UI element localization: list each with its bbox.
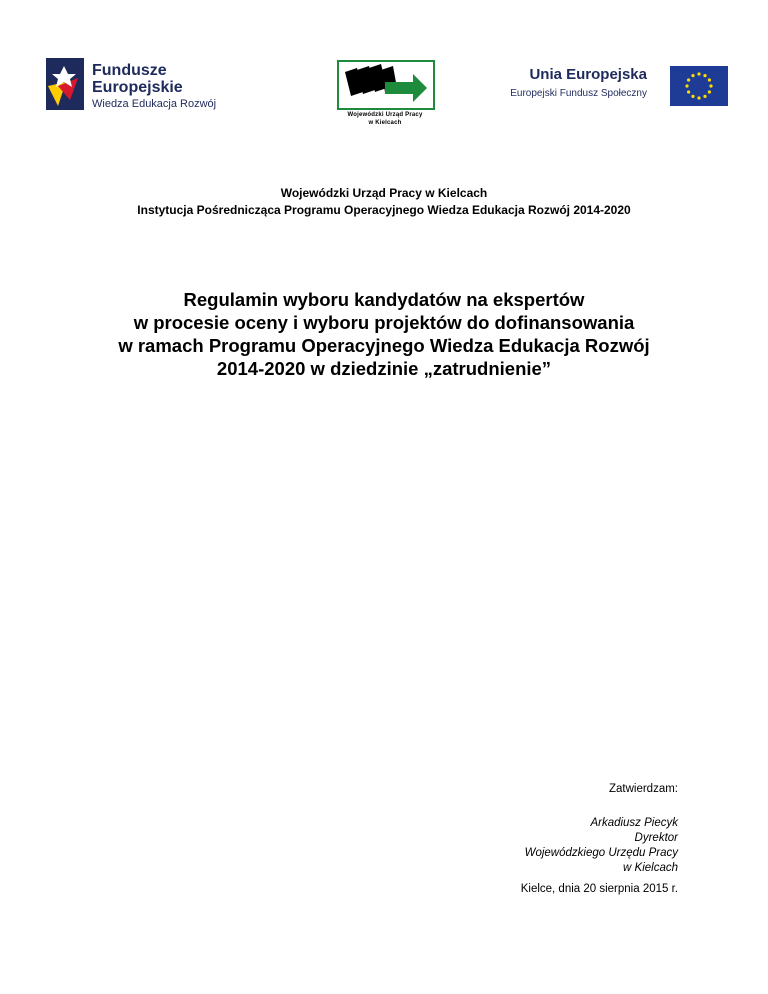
fundusze-europejskie-emblem bbox=[44, 56, 88, 112]
unia-europejska-logo bbox=[498, 62, 733, 110]
fe-logo-line3: Wiedza Edukacja Rozwój bbox=[92, 98, 217, 110]
wup-kielce-logo bbox=[337, 60, 437, 140]
title-line-2: w procesie oceny i wyboru projektów do dofinansowania bbox=[133, 312, 635, 333]
wup-logo-caption-1: Wojewódzki Urząd Pracy bbox=[347, 112, 423, 118]
fundusze-europejskie-logo bbox=[44, 56, 244, 112]
signatory-org-1: Wojewódzkiego Urzędu Pracy bbox=[524, 847, 678, 859]
eu-logo-line1: Unia Europejska bbox=[529, 66, 647, 83]
approval-label: Zatwierdzam: bbox=[608, 783, 678, 795]
title-line-4: 2014-2020 w dziedzinie „zatrudnienie” bbox=[216, 358, 552, 379]
signatory-org-2: w Kielcach bbox=[623, 862, 678, 874]
place-and-date: Kielce, dnia 20 sierpnia 2015 r. bbox=[520, 883, 678, 895]
signatory-role: Dyrektor bbox=[634, 832, 678, 844]
institution-header bbox=[0, 185, 768, 219]
signatory-name: Arkadiusz Piecyk bbox=[590, 817, 678, 829]
institution-name: Wojewódzki Urząd Pracy w Kielcach bbox=[280, 186, 488, 200]
wup-emblem-icon bbox=[339, 62, 433, 108]
institution-role: Instytucja Pośrednicząca Programu Operacyjnego Wiedza Edukacja Rozwój 2014-2020 bbox=[137, 203, 631, 217]
eu-flag-icon bbox=[670, 66, 728, 106]
signatory-block bbox=[525, 816, 678, 876]
document-title bbox=[0, 288, 768, 380]
fe-logo-line2: Europejskie bbox=[92, 79, 183, 96]
title-line-1: Regulamin wyboru kandydatów na ekspertów bbox=[183, 289, 585, 310]
fe-logo-line1: Fundusze bbox=[92, 62, 167, 79]
title-line-3: w ramach Programu Operacyjnego Wiedza Edukacja Rozwój bbox=[118, 335, 650, 356]
wup-logo-frame bbox=[337, 60, 435, 110]
wup-logo-caption-2: w Kielcach bbox=[368, 120, 402, 126]
eu-logo-line2: Europejski Fundusz Społeczny bbox=[510, 88, 647, 99]
